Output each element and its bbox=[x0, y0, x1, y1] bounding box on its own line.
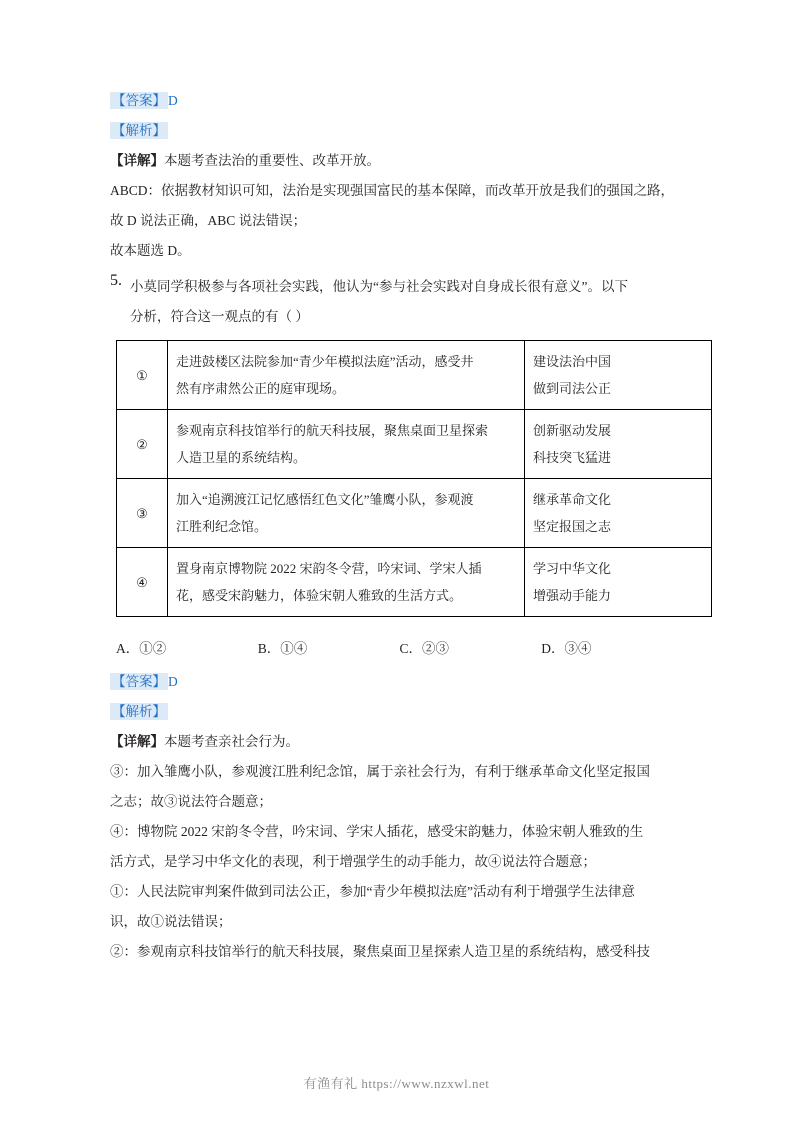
row-value bbox=[525, 548, 712, 617]
answer-label: 【答案】 bbox=[112, 93, 166, 108]
row-description bbox=[168, 479, 525, 548]
explanation-line-4: 活方式，是学习中华文化的表现，利于增强学生的动手能力，故④说法符合题意； bbox=[110, 854, 596, 869]
row-index: ④ bbox=[117, 548, 168, 617]
row-value-line-2: 做到司法公正 bbox=[533, 381, 612, 396]
top-para-1: ABCD：依据教材知识可知，法治是实现强国富民的基本保障，而改革开放是我们的强国之路， bbox=[110, 183, 675, 198]
answer-value: D bbox=[168, 93, 178, 108]
row-description-line-2: 花，感受宋韵魅力，体验宋朝人雅致的生活方式。 bbox=[176, 588, 463, 603]
bottom-answer-line bbox=[110, 667, 683, 697]
question-number: 5. bbox=[110, 272, 122, 289]
row-description bbox=[168, 410, 525, 479]
row-value-line-2: 增强动手能力 bbox=[533, 588, 612, 603]
practice-matching-table bbox=[116, 340, 712, 617]
detail-text: 本题考查法治的重要性、改革开放。 bbox=[164, 153, 380, 168]
row-value-line-2: 坚定报国之志 bbox=[533, 519, 612, 534]
analysis-line bbox=[110, 116, 683, 146]
explanation-line-5: ①：人民法院审判案件做到司法公正，参加“青少年模拟法庭”活动有利于增强学生法律意 bbox=[110, 884, 635, 899]
question-stem bbox=[110, 272, 683, 332]
option-c[interactable]: C．②③ bbox=[399, 641, 450, 656]
row-description-line-1: 加入“追溯渡江记忆感悟红色文化”雏鹰小队，参观渡 bbox=[176, 492, 474, 507]
bottom-answer-block bbox=[110, 667, 683, 967]
footer-watermark: 有渔有礼 https://www.nzxwl.net bbox=[303, 1076, 490, 1091]
bottom-answer-value: D bbox=[168, 674, 178, 689]
row-value bbox=[525, 410, 712, 479]
row-description-line-2: 江胜利纪念馆。 bbox=[176, 519, 268, 534]
row-value-line-2: 科技突飞猛进 bbox=[533, 450, 612, 465]
table-row bbox=[117, 410, 712, 479]
row-description bbox=[168, 548, 525, 617]
row-description bbox=[168, 341, 525, 410]
detail-label: 【详解】 bbox=[110, 153, 164, 168]
answer-line bbox=[110, 86, 683, 116]
question-text-line-1: 小莫同学积极参与各项社会实践，他认为“参与社会实践对自身成长很有意义”。以下 bbox=[130, 279, 628, 294]
option-a[interactable]: A．①② bbox=[116, 641, 167, 656]
explanation-line-1: ③：加入雏鹰小队，参观渡江胜利纪念馆，属于亲社会行为，有利于继承革命文化坚定报国 bbox=[110, 764, 650, 779]
bottom-detail-label: 【详解】 bbox=[110, 734, 164, 749]
row-index: ① bbox=[117, 341, 168, 410]
bottom-analysis-line bbox=[110, 697, 683, 727]
bottom-analysis-label: 【解析】 bbox=[112, 704, 166, 719]
option-b[interactable]: B．①④ bbox=[257, 641, 308, 656]
row-index: ③ bbox=[117, 479, 168, 548]
row-description-line-1: 走进鼓楼区法院参加“青少年模拟法庭”活动，感受井 bbox=[176, 354, 474, 369]
row-value bbox=[525, 341, 712, 410]
explanation-line-2: 之志；故③说法符合题意； bbox=[110, 794, 272, 809]
row-value-line-1: 继承革命文化 bbox=[533, 492, 612, 507]
analysis-label: 【解析】 bbox=[112, 123, 166, 138]
answer-options bbox=[116, 637, 683, 657]
question-text-line-2: 分析，符合这一观点的有（ ） bbox=[130, 309, 309, 324]
question-block bbox=[110, 272, 683, 657]
top-answer-block bbox=[110, 86, 683, 266]
row-value-line-1: 创新驱动发展 bbox=[533, 423, 612, 438]
detail-line bbox=[110, 146, 683, 176]
row-description-line-2: 然有序肃然公正的庭审现场。 bbox=[176, 381, 346, 396]
row-value-line-1: 学习中华文化 bbox=[533, 561, 612, 576]
explanation-line-6: 识，故①说法错误； bbox=[110, 914, 232, 929]
table-row bbox=[117, 548, 712, 617]
row-description-line-2: 人造卫星的系统结构。 bbox=[176, 450, 307, 465]
row-value bbox=[525, 479, 712, 548]
option-d[interactable]: D．③④ bbox=[541, 641, 592, 656]
explanation-line-7: ②：参观南京科技馆举行的航天科技展，聚焦桌面卫星探索人造卫星的系统结构，感受科技 bbox=[110, 944, 650, 959]
bottom-detail-line bbox=[110, 727, 683, 757]
top-para-3: 故本题选 D。 bbox=[110, 243, 191, 258]
row-index: ② bbox=[117, 410, 168, 479]
row-description-line-1: 参观南京科技馆举行的航天科技展，聚焦桌面卫星探索 bbox=[176, 423, 489, 438]
row-value-line-1: 建设法治中国 bbox=[533, 354, 612, 369]
table-row bbox=[117, 341, 712, 410]
bottom-detail-text: 本题考查亲社会行为。 bbox=[164, 734, 299, 749]
row-description-line-1: 置身南京博物院 2022 宋韵冬令营，吟宋词、学宋人插 bbox=[176, 561, 482, 576]
top-para-2: 故 D 说法正确，ABC 说法错误； bbox=[110, 213, 307, 228]
explanation-line-3: ④：博物院 2022 宋韵冬令营，吟宋词、学宋人插花，感受宋韵魅力，体验宋朝人雅致的生 bbox=[110, 824, 644, 839]
table-row bbox=[117, 479, 712, 548]
bottom-answer-label: 【答案】 bbox=[112, 674, 166, 689]
